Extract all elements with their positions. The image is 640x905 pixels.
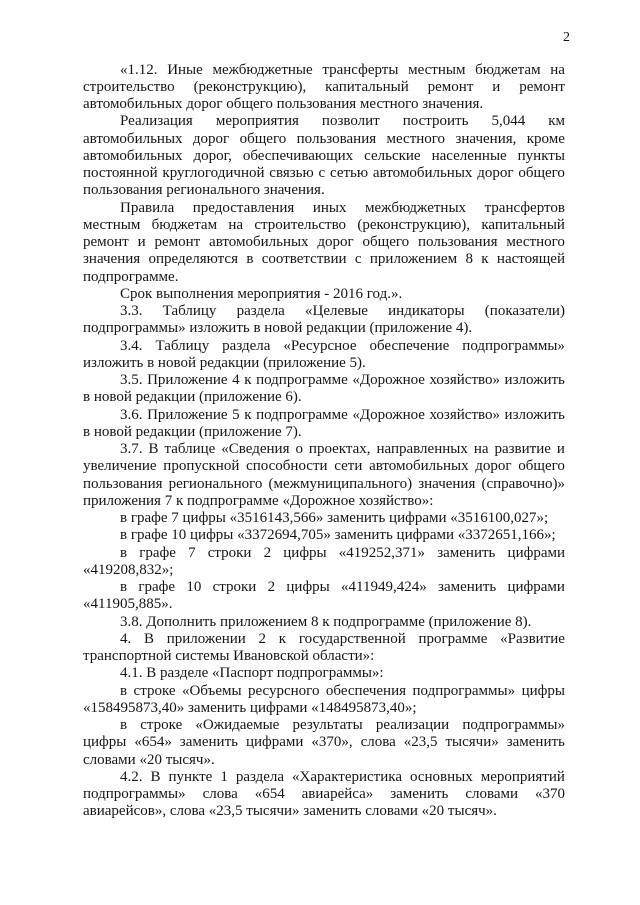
word: дорог, [193,147,232,164]
word: значения, [455,130,517,147]
word: бюджетам [475,61,541,78]
word: Таблицу [162,303,217,319]
word: местным [408,61,466,78]
word: 4 [232,372,240,388]
text-line [83,683,565,700]
item-3-8 [83,614,565,631]
word: населенные [431,147,507,164]
word: способности [246,458,328,475]
word: приложением [369,251,458,268]
word: «Развитие [500,630,565,647]
word: автомобильных [372,165,473,181]
word: заменить [390,786,449,802]
clause-1-12 [83,62,565,114]
text-line [83,458,565,475]
text-line: «419208,832»; [83,561,174,578]
word: дорог [192,130,230,147]
word: авиарейса» [301,786,374,802]
word: постоянной [83,165,158,181]
word: обеспечивающих [242,147,354,164]
word: (межмуниципального) [268,475,413,492]
word: строке [140,717,183,733]
word: цифры [283,544,327,561]
document-body [83,62,565,821]
word: результаты [292,717,363,733]
word: межбюджетные [212,61,313,78]
item-3-7 [83,441,565,510]
word: раздела [222,337,271,354]
text-line: в графе 10 цифры «3372694,705» заменить цифрами «3372651,166»; [120,527,556,544]
word: графе [138,579,176,595]
word: 10 [186,579,202,595]
word: ремонт [83,234,129,250]
text-line: словами «20 тысяч». [83,751,215,768]
word: В [150,768,161,785]
word: строки [212,579,257,595]
word: цифрами [507,544,565,561]
text-line [83,79,565,96]
word: км [548,113,565,130]
text-line [83,769,565,786]
text-line [83,734,565,751]
text-line [83,631,565,648]
clause-rules [83,200,565,286]
word: Иные [167,61,203,78]
word: значения [418,475,476,492]
text-line [83,113,565,130]
word: раздела [235,768,285,785]
word: в [120,717,128,733]
word: 3.5. [120,372,143,388]
word: изложить [504,406,565,423]
word: общего [239,130,287,147]
word: 4.2. [120,768,143,785]
word: строительство [254,216,347,233]
word: сетью [329,165,369,181]
word: заменить [438,579,497,595]
item-3-7-column-7 [83,510,565,527]
word: трансферты [322,61,399,78]
word: дорог [475,458,512,475]
item-3-6 [83,407,565,442]
word: реализации [375,717,450,733]
text-line: «411905,885». [83,596,173,613]
word: к [244,372,252,388]
word: и [492,78,501,95]
text-line: приложения 7 к подпрограмме «Дорожное хозяйство»: [83,492,434,509]
item-4-2 [83,769,565,821]
text-line: изложить в новой редакции (приложение 5). [83,354,366,371]
word: о [295,441,303,457]
word: связью [269,165,314,181]
word: 5 [232,406,240,423]
word: тысячи» [445,734,499,751]
word: «Объемы [181,682,242,699]
text-line [83,234,565,251]
word: цифрами [507,579,565,595]
word: определяются [148,251,238,268]
text-line [83,545,565,562]
word: подпрограммы» [412,682,516,699]
item-3-3 [83,303,565,338]
word: в [120,544,128,561]
word: индикаторы [388,303,465,319]
word: к [278,630,287,647]
word: общего [518,165,565,181]
word: с [354,251,362,268]
word: В [143,630,154,647]
word: (реконструкцию), [357,216,471,233]
text-line: подпрограмме. [83,268,179,285]
word: «654 [254,786,285,802]
item-3-4 [83,338,565,373]
word: общего [518,458,565,475]
word: местным [83,216,141,233]
word: пользования [296,130,377,147]
word: 3.4. [120,337,143,354]
word: местного [506,234,565,250]
text-line: в графе 7 цифры «3516143,566» заменить цифрами «3516100,027»; [120,510,549,526]
word: к [244,406,252,423]
word: кроме [526,130,565,147]
text-line [83,407,565,424]
item-3-7-column-7-row-2 [83,545,565,580]
word: строительство [83,78,175,95]
text-line [83,441,565,458]
word: хозяйство» [429,372,500,388]
word: трансфертов [484,199,565,216]
word: подпрограммы» [462,717,565,733]
item-4-1-resources-row [83,683,565,718]
word: обеспечения [325,682,407,699]
word: на [550,61,565,78]
word: автомобильных [209,234,309,250]
word: 2 [258,630,267,647]
text-line [83,476,565,493]
word: дорог [477,165,514,181]
word: в [120,579,128,595]
text-line: «158495873,40» заменить цифрами «148495873,40»; [83,699,417,716]
text-line [83,62,565,79]
clause-deadline [83,286,565,303]
word: мероприятия [215,113,299,130]
word: «Характеристика [292,768,402,785]
word: автомобильных [83,130,183,147]
text-line [83,717,565,734]
word: иных [312,199,347,216]
word: заменить [179,734,238,751]
word: увеличение [83,458,157,475]
word: хозяйство» [429,406,500,423]
word: общего [362,234,410,250]
text-line: в новой редакции (приложение 7). [83,423,302,440]
word: Приложение [147,372,228,388]
text-line [83,786,565,803]
word: словами [465,786,519,802]
word: ресурсного [248,682,320,699]
word: графе [139,544,176,561]
word: местного [386,130,446,147]
word: 8 [465,251,473,268]
word: Правила [120,199,175,216]
clause-implementation [83,113,565,199]
word: В [148,441,159,457]
word: автомобильных [369,458,469,475]
word: Приложение [147,406,228,423]
word: дорог [317,234,354,250]
word: «Ресурсное [283,337,357,354]
text-line: 4.1. В разделе «Паспорт подпрограммы»: [120,665,384,682]
word: капитальный [481,216,565,233]
text-line: в новой редакции (приложение 6). [83,389,302,406]
word: «411949,424» [341,579,427,595]
word: ремонт [427,78,474,95]
text-line [83,303,565,320]
word: и [137,234,146,250]
word: «419252,371» [338,544,426,561]
text-line [83,131,565,148]
word: значения [83,251,141,268]
word: (показатели) [484,303,565,319]
text-line: подпрограммы» изложить в новой редакции (приложение 4). [83,320,473,337]
word: строки [207,544,252,561]
text-line [83,165,565,182]
word: круглогодичной [162,165,265,181]
word: 4. [120,630,132,647]
word: направленных [376,441,468,457]
word: «370 [534,786,565,802]
word: предоставления [192,199,295,216]
word: и [556,441,565,457]
word: Таблицу [155,337,210,354]
word: 2 [263,544,272,561]
word: с [318,165,326,181]
word: на [473,441,489,457]
word: цифры [286,579,330,595]
word: «654» [134,734,172,751]
word: пункты [517,147,565,164]
word: пункте [168,768,213,785]
word: к [481,251,489,268]
word: бюджетам [151,216,218,233]
item-3-7-column-10 [83,527,565,544]
word: заменить [437,544,496,561]
text-line: 3.8. Дополнить приложением 8 к подпрограмме (приложение 8). [120,613,532,630]
word: 7 [188,544,196,561]
word: межбюджетных [365,199,467,216]
text-line [83,148,565,165]
word: развитие [494,441,551,457]
word: «Сведения [221,441,290,457]
word: подпрограмме [256,372,348,388]
text-line [83,372,565,389]
word: «Ожидаемые [195,717,280,733]
word: автомобильных [83,147,183,164]
word: в [246,251,254,268]
item-4 [83,631,565,666]
word: строке [133,682,176,699]
word: заменить [506,734,565,751]
text-line: Срок выполнения мероприятия - 2016 год.». [120,285,403,302]
word: мероприятий [480,768,565,785]
word: цифры [83,734,127,751]
page-number: 2 [563,30,570,45]
word: 1 [220,768,228,785]
word: «Дорожное [352,372,425,388]
word: 3.3. [120,303,143,319]
word: «23,5 [403,734,438,751]
word: на [228,216,244,233]
word: 2 [267,579,276,595]
word: построить [402,113,469,130]
word: (справочно)» [481,475,565,492]
word: «1.12. [120,61,158,78]
word: слова [360,734,396,751]
text-line [83,338,565,355]
word: «Дорожное [352,406,425,423]
word: основных [409,768,473,785]
word: приложении [166,630,246,647]
word: изложить [504,372,565,388]
text-line: пользования регионального значения. [83,182,325,199]
word: 3.7. [120,441,143,457]
text-line [83,251,565,268]
word: ремонт [519,78,565,95]
word: регионального [168,475,263,492]
word: ремонт [154,234,201,250]
word: государственной [298,630,406,647]
word: подпрограммы» [462,337,565,354]
word: 5,044 [491,113,526,130]
text-line: авиарейсов», слова «23,5 тысячи» заменить словами «20 тысяч». [83,803,497,820]
word: таблице [164,441,216,457]
item-3-7-column-10-row-2 [83,579,565,614]
word: в [120,682,128,699]
word: слова [202,786,238,802]
word: подпрограммы» [83,786,186,802]
word: пропускной [163,458,240,475]
text-line: автомобильных дорог общего пользования местного значения. [83,96,484,112]
word: «370», [311,734,353,751]
word: настоящей [496,251,565,268]
item-3-5 [83,372,565,407]
word: «Целевые [305,303,368,319]
word: позволит [321,113,380,130]
word: 3.6. [120,406,143,423]
word: проектах, [308,441,371,457]
item-4-1 [83,665,565,682]
word: (реконструкцию), [193,78,307,95]
text-line [83,200,565,217]
word: программе [418,630,488,647]
word: капитальный [325,78,409,95]
text-line [83,579,565,596]
word: сети [334,458,363,475]
word: цифрами [245,734,304,751]
word: Реализация [120,113,193,130]
word: обеспечение [369,337,450,354]
text-line: транспортной системы Ивановской области»: [83,648,375,664]
text-line [83,217,565,234]
word: пользования [418,234,498,250]
word: цифры [521,682,565,699]
word: пользования [83,475,163,492]
word: подпрограмме [256,406,348,423]
word: раздела [236,303,285,319]
word: соответствии [261,251,347,268]
word: сельские [364,147,421,164]
item-4-1-results-row [83,717,565,769]
